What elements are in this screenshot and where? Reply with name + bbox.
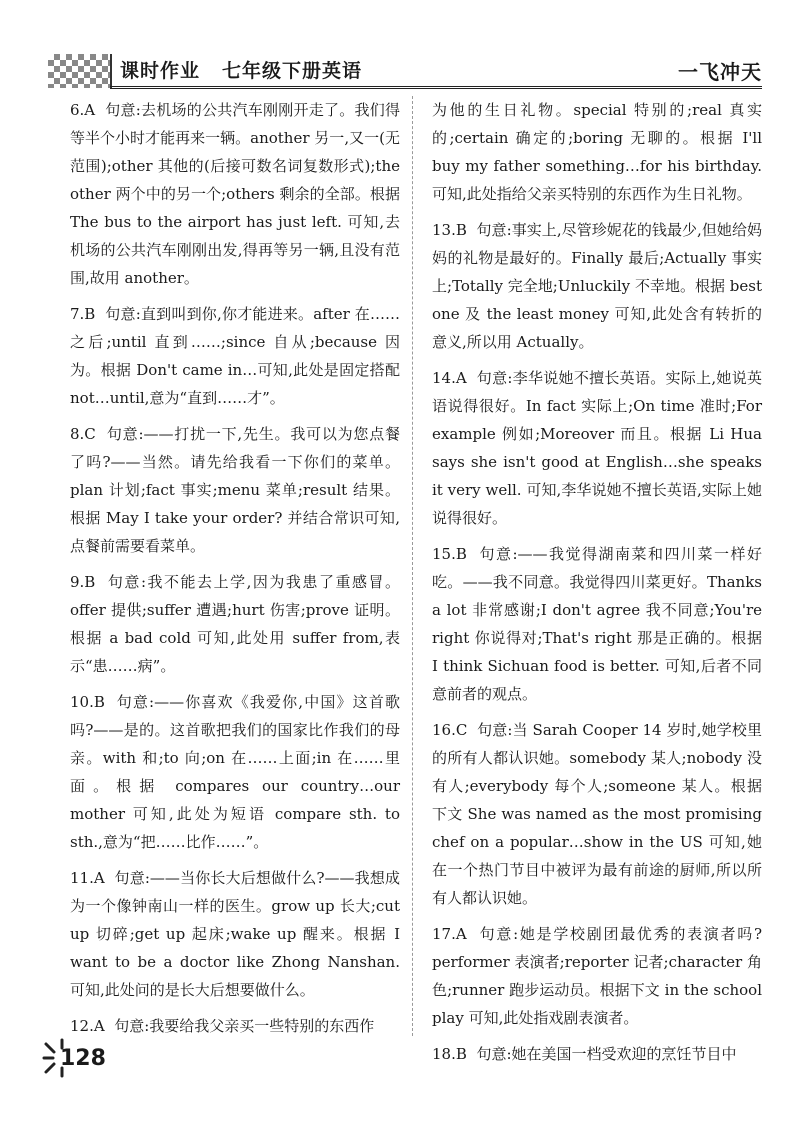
explanation-text: 句意:去机场的公共汽车刚刚开走了。我们得等半个小时才能再来一辆。another 另一,又一(无范围);other 其他的(后接可数名词复数形式);the other 两个中的另一个;others 剩余的全部。根据 The bus to the airport has just left. 可知,去机场的公共汽车刚刚出发,得再等另一辆,且没有范围,故用 another。: [70, 101, 400, 287]
explanation-text: 句意:——我觉得湖南菜和四川菜一样好吃。——我不同意。我觉得四川菜更好。Thanks a lot 非常感谢;I don't agree 我不同意;You're right 你说得对;That's right 那是正确的。根据 I think Sichuan food is better. 可知,后者不同意前者的观点。: [432, 545, 762, 703]
question-number: 15.B: [432, 545, 467, 563]
right-column: [432, 96, 762, 1076]
explanation-text: 为他的生日礼物。special 特别的;real 真实的;certain 确定的;boring 无聊的。根据 I'll buy my father something…for his birthday. 可知,此处指给父亲买特别的东西作为生日礼物。: [432, 101, 762, 203]
question-number: 7.B: [70, 305, 96, 323]
column-divider: [412, 96, 413, 1036]
header-book: 七年级下册英语: [222, 60, 363, 82]
left-column: [70, 96, 400, 1048]
question-number: 6.A: [70, 101, 96, 119]
explanation-text: 句意:事实上,尽管珍妮花的钱最少,但她给妈妈的礼物是最好的。Finally 最后;Actually 事实上;Totally 完全地;Unluckily 不幸地。根据 best one 及 the least money 可知,此处含有转折的意义,所以用 Actually。: [432, 221, 762, 351]
header-brand: 一飞冲天: [678, 60, 762, 84]
question-number: 17.A: [432, 925, 467, 943]
question-number: 11.A: [70, 869, 105, 887]
explanation-text: 句意:我要给我父亲买一些特别的东西作: [114, 1017, 375, 1035]
explanation-text: 句意:——当你长大后想做什么?——我想成为一个像钟南山一样的医生。grow up 长大;cut up 切碎;get up 起床;wake up 醒来。根据 I want to be a doctor like Zhong Nanshan. 可知,此处问的是长大后想要做什么。: [70, 869, 400, 999]
answer-explanation: [432, 920, 762, 1032]
checkered-logo-icon: [48, 54, 112, 88]
question-number: 16.C: [432, 721, 468, 739]
answer-explanation: [432, 716, 762, 912]
answer-explanation: [70, 420, 400, 560]
answer-explanation: [432, 364, 762, 532]
answer-explanation: [70, 96, 400, 292]
explanation-text: 句意:——你喜欢《我爱你,中国》这首歌吗?——是的。这首歌把我们的国家比作我们的母亲。with 和;to 向;on 在……上面;in 在……里面。根据 compares our country…our mother 可知,此处为短语 compare sth. to sth.,意为“把……比作……”。: [70, 693, 400, 851]
explanation-text: 句意:——打扰一下,先生。我可以为您点餐了吗?——当然。请先给我看一下你们的菜单。plan 计划;fact 事实;menu 菜单;result 结果。根据 May I take your order? 并结合常识可知,点餐前需要看菜单。: [70, 425, 400, 555]
header-title: [120, 56, 384, 83]
question-number: 12.A: [70, 1017, 105, 1035]
question-number: 18.B: [432, 1045, 467, 1063]
answer-explanation: [432, 96, 762, 208]
header-series: 课时作业: [120, 60, 201, 82]
page-number: 128: [60, 1046, 106, 1071]
answer-explanation: [70, 1012, 400, 1040]
explanation-text: 句意:李华说她不擅长英语。实际上,她说英语说得很好。In fact 实际上;On time 准时;For example 例如;Moreover 而且。根据 Li Hua says she isn't good at English…she speaks it very well. 可知,李华说她不擅长英语,实际上她说得很好。: [432, 369, 762, 527]
question-number: 9.B: [70, 573, 96, 591]
answer-explanation: [70, 688, 400, 856]
header-rule: [110, 86, 762, 89]
explanation-text: 句意:我不能去上学,因为我患了重感冒。offer 提供;suffer 遭遇;hurt 伤害;prove 证明。根据 a bad cold 可知,此处用 suffer from,表示“患……病”。: [70, 573, 400, 675]
question-number: 8.C: [70, 425, 96, 443]
answer-explanation: [70, 300, 400, 412]
answer-explanation: [432, 216, 762, 356]
answer-explanation: [432, 1040, 762, 1068]
answer-explanation: [70, 568, 400, 680]
explanation-text: 句意:她在美国一档受欢迎的烹饪节目中: [476, 1045, 737, 1063]
question-number: 10.B: [70, 693, 105, 711]
answer-explanation: [432, 540, 762, 708]
explanation-text: 句意:当 Sarah Cooper 14 岁时,她学校里的所有人都认识她。somebody 某人;nobody 没有人;everybody 每个人;someone 某人。根据下文 She was named as the most promising chef on a popular…show in the US 可知,她在一个热门节目中被评为最有前途的厨师,所以所有人都认识她。: [432, 721, 762, 907]
explanation-text: 句意:她是学校剧团最优秀的表演者吗?performer 表演者;reporter 记者;character 角色;runner 跑步运动员。根据下文 in the school play 可知,此处指戏剧表演者。: [432, 925, 762, 1027]
page-header: [48, 50, 762, 90]
question-number: 14.A: [432, 369, 467, 387]
explanation-text: 句意:直到叫到你,你才能进来。after 在……之后;until 直到……;since 自从;because 因为。根据 Don't came in…可知,此处是固定搭配 not…until,意为“直到……才”。: [70, 305, 400, 407]
answer-explanation: [70, 864, 400, 1004]
question-number: 13.B: [432, 221, 467, 239]
